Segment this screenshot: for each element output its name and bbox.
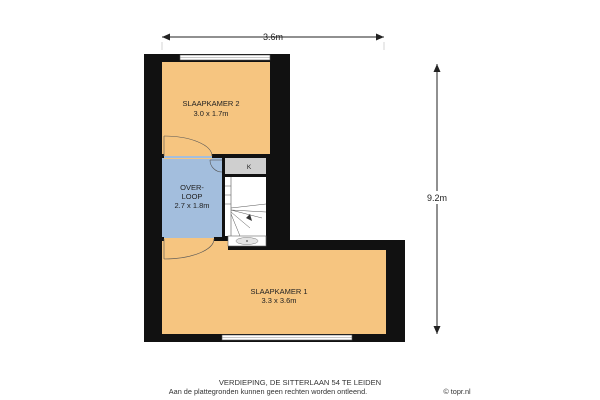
height-label: 9.2m <box>426 193 448 203</box>
kast-closet <box>225 158 266 174</box>
staircase <box>225 177 266 236</box>
overloop-name-line2: LOOP <box>181 192 203 201</box>
footer-disclaimer: Aan de plattegronden kunnen geen rechten worden ontleend. <box>168 387 368 396</box>
slaapkamer-2-name: SLAAPKAMER 2 <box>182 99 240 108</box>
slaapkamer-1-size: 3.3 x 3.6m <box>261 296 297 305</box>
window-top <box>180 55 270 60</box>
window-bottom <box>222 335 352 340</box>
slaapkamer-1-name: SLAAPKAMER 1 <box>250 287 308 296</box>
sink <box>228 236 266 246</box>
slaapkamer-2-size: 3.0 x 1.7m <box>193 109 229 118</box>
overloop-size: 2.7 x 1.8m <box>174 201 210 210</box>
kast-label: K <box>246 164 252 171</box>
width-dimension <box>162 32 384 42</box>
width-label: 3.6m <box>262 32 284 42</box>
footer-title: VERDIEPING, DE SITTERLAAN 54 TE LEIDEN <box>218 378 382 387</box>
overloop-name-line1: OVER- <box>180 183 204 192</box>
height-dimension <box>420 64 454 334</box>
footer-copyright: © topr.nl <box>443 387 471 396</box>
slaapkamer-2-floor <box>162 62 270 154</box>
